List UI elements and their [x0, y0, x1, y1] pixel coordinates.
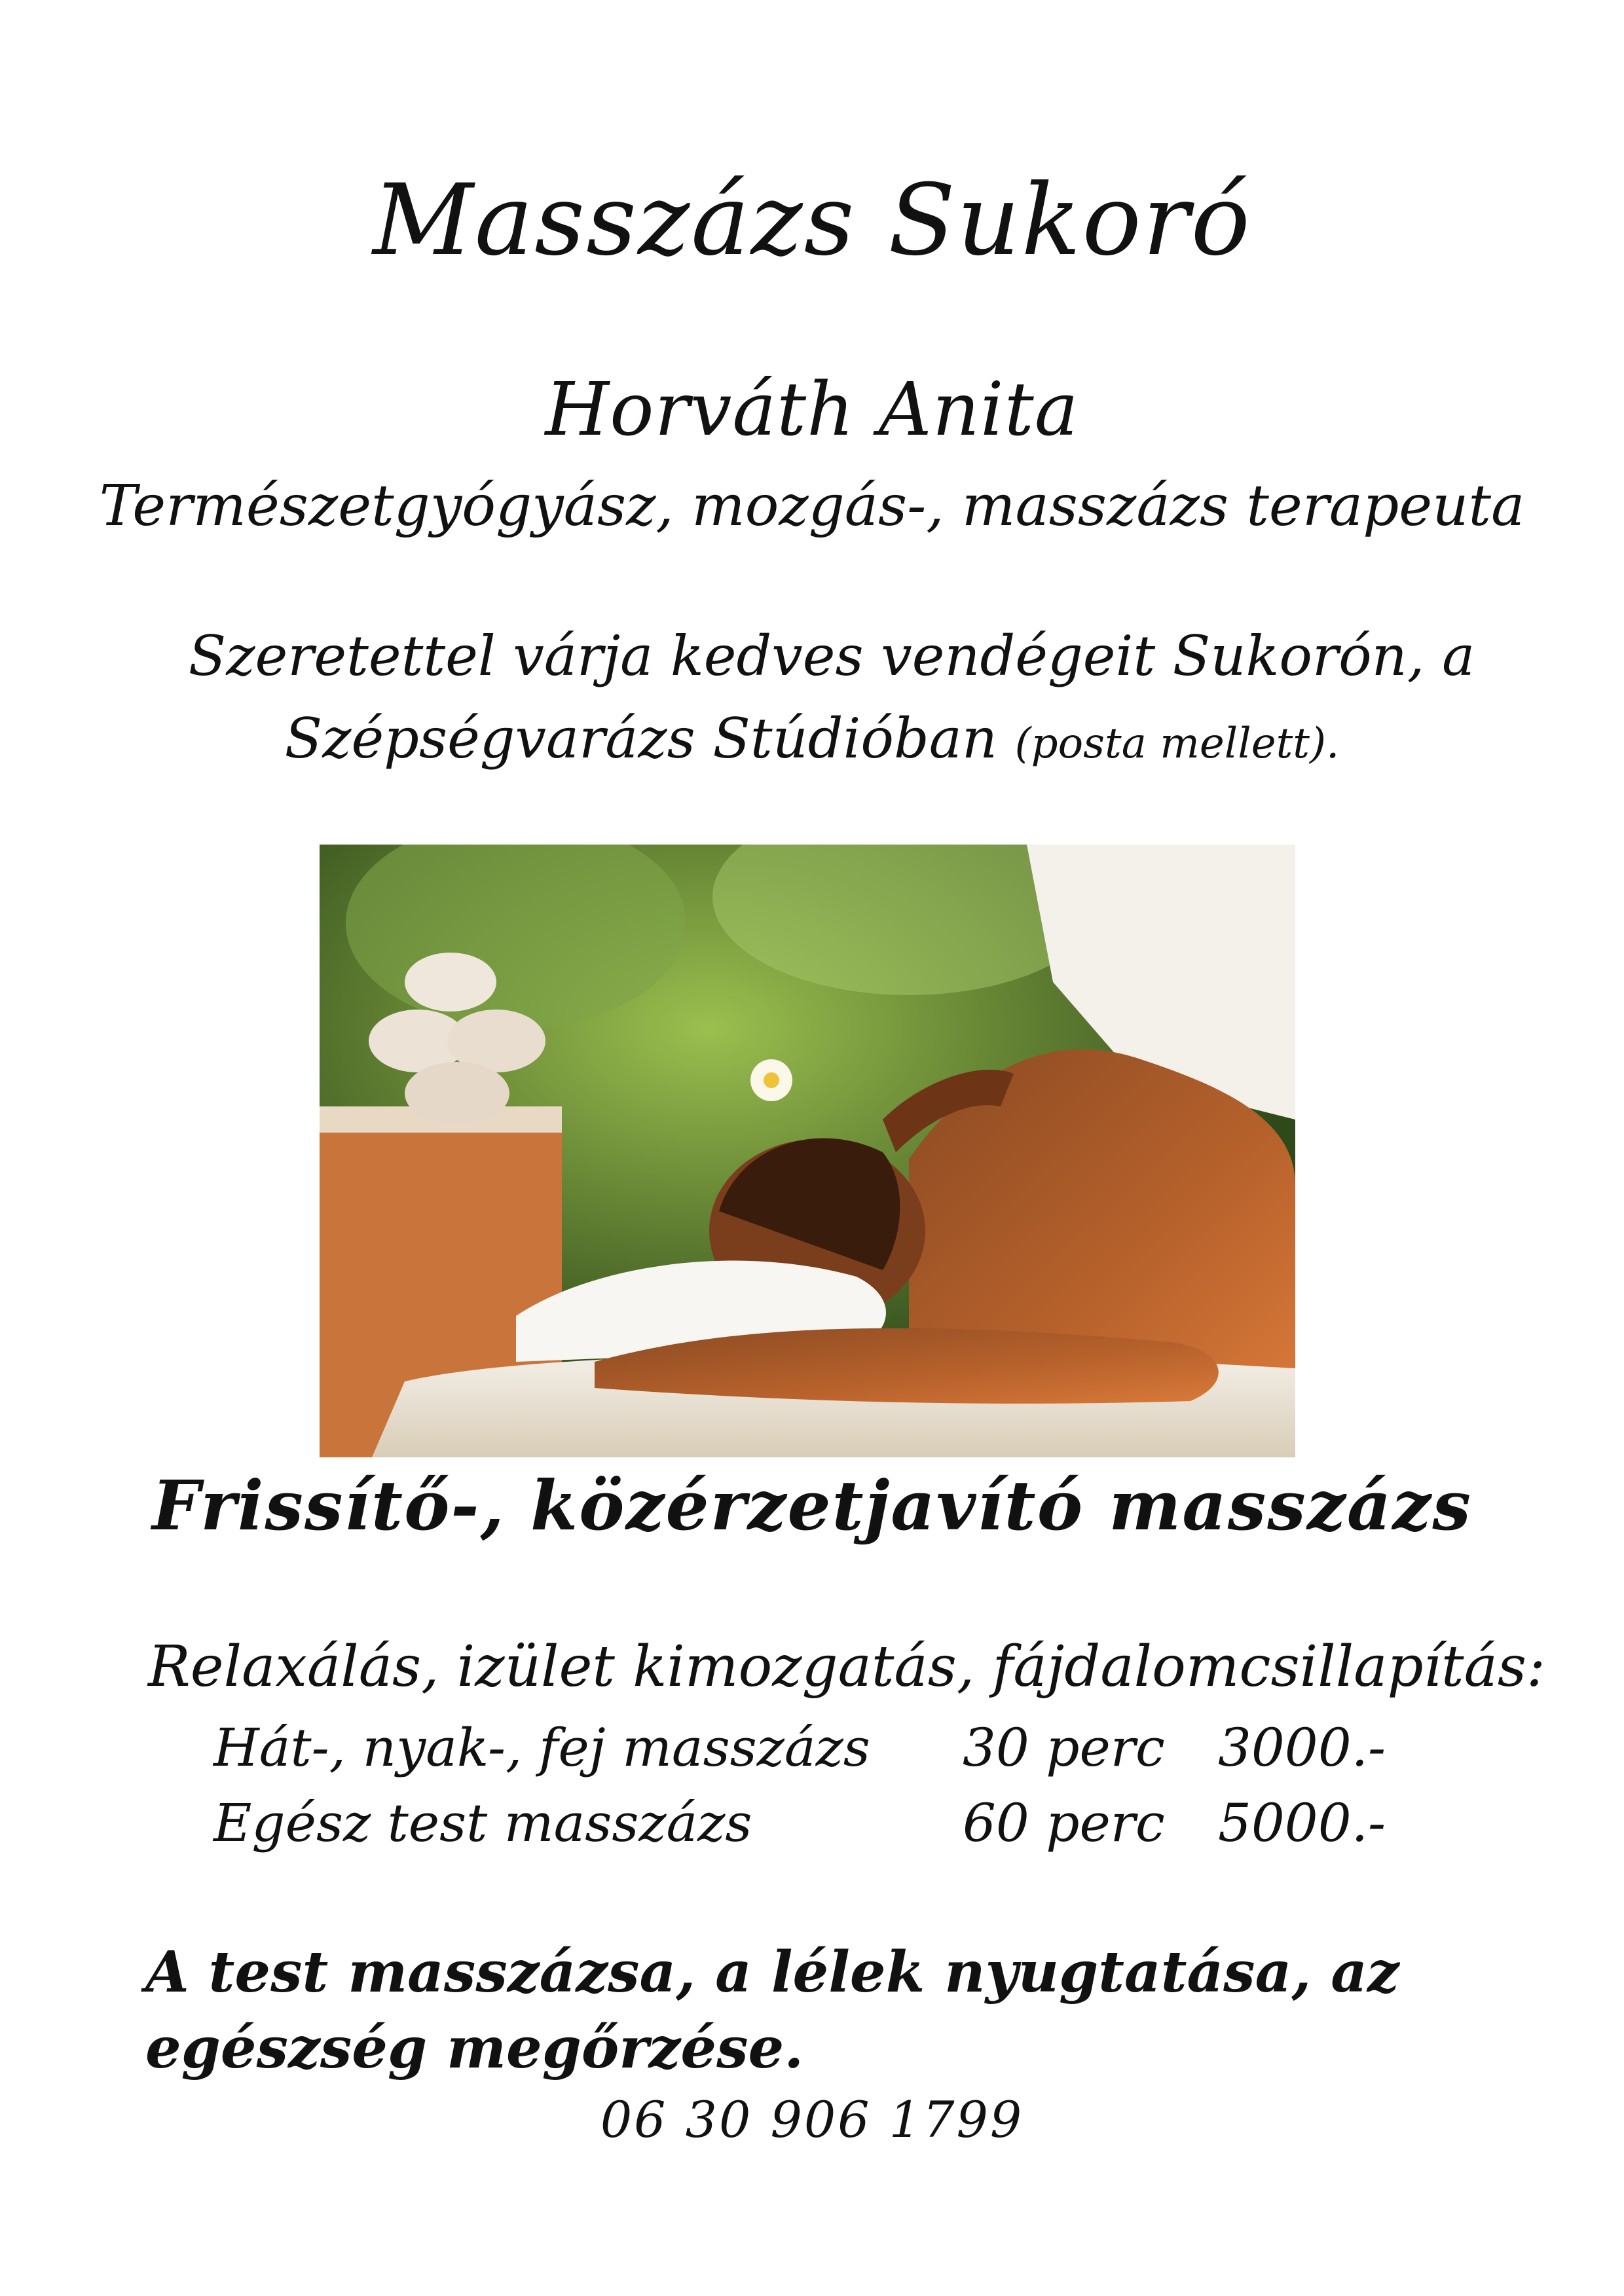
welcome-line-2 [0, 706, 1624, 771]
phone-number: 06 30 906 1799 [600, 2090, 1024, 2149]
price-row [0, 1793, 1624, 1856]
services-heading: Relaxálás, izület kimozgatás, fájdalomcsillapítás: [148, 1634, 1546, 1700]
service-name: Egész test masszázs [213, 1793, 752, 1853]
studio-location-note: (posta mellett). [1014, 720, 1340, 768]
massage-photo [320, 845, 1295, 1457]
service-duration: 30 perc [963, 1717, 1165, 1778]
motto: A test masszázsa, a lélek nyugtatása, az egészség megőrzése. [145, 1939, 1399, 2082]
page-title: Masszázs Sukoró [373, 164, 1251, 278]
price-row [0, 1717, 1624, 1781]
headline: Frissítő-, közérzetjavító masszázs [152, 1465, 1472, 1546]
therapist-profession: Természetgyógyász, mozgás-, masszázs terapeuta [99, 473, 1525, 539]
welcome-line-1: Szeretettel várja kedves vendégeit Sukorón, a [188, 624, 1475, 688]
service-duration: 60 perc [963, 1793, 1165, 1853]
therapist-name: Horváth Anita [545, 367, 1079, 452]
studio-name: Szépségvarázs Stúdióban [284, 706, 997, 771]
service-price: 5000.- [1218, 1793, 1386, 1853]
service-name: Hát-, nyak-, fej masszázs [213, 1717, 870, 1778]
service-price: 3000.- [1218, 1717, 1386, 1778]
